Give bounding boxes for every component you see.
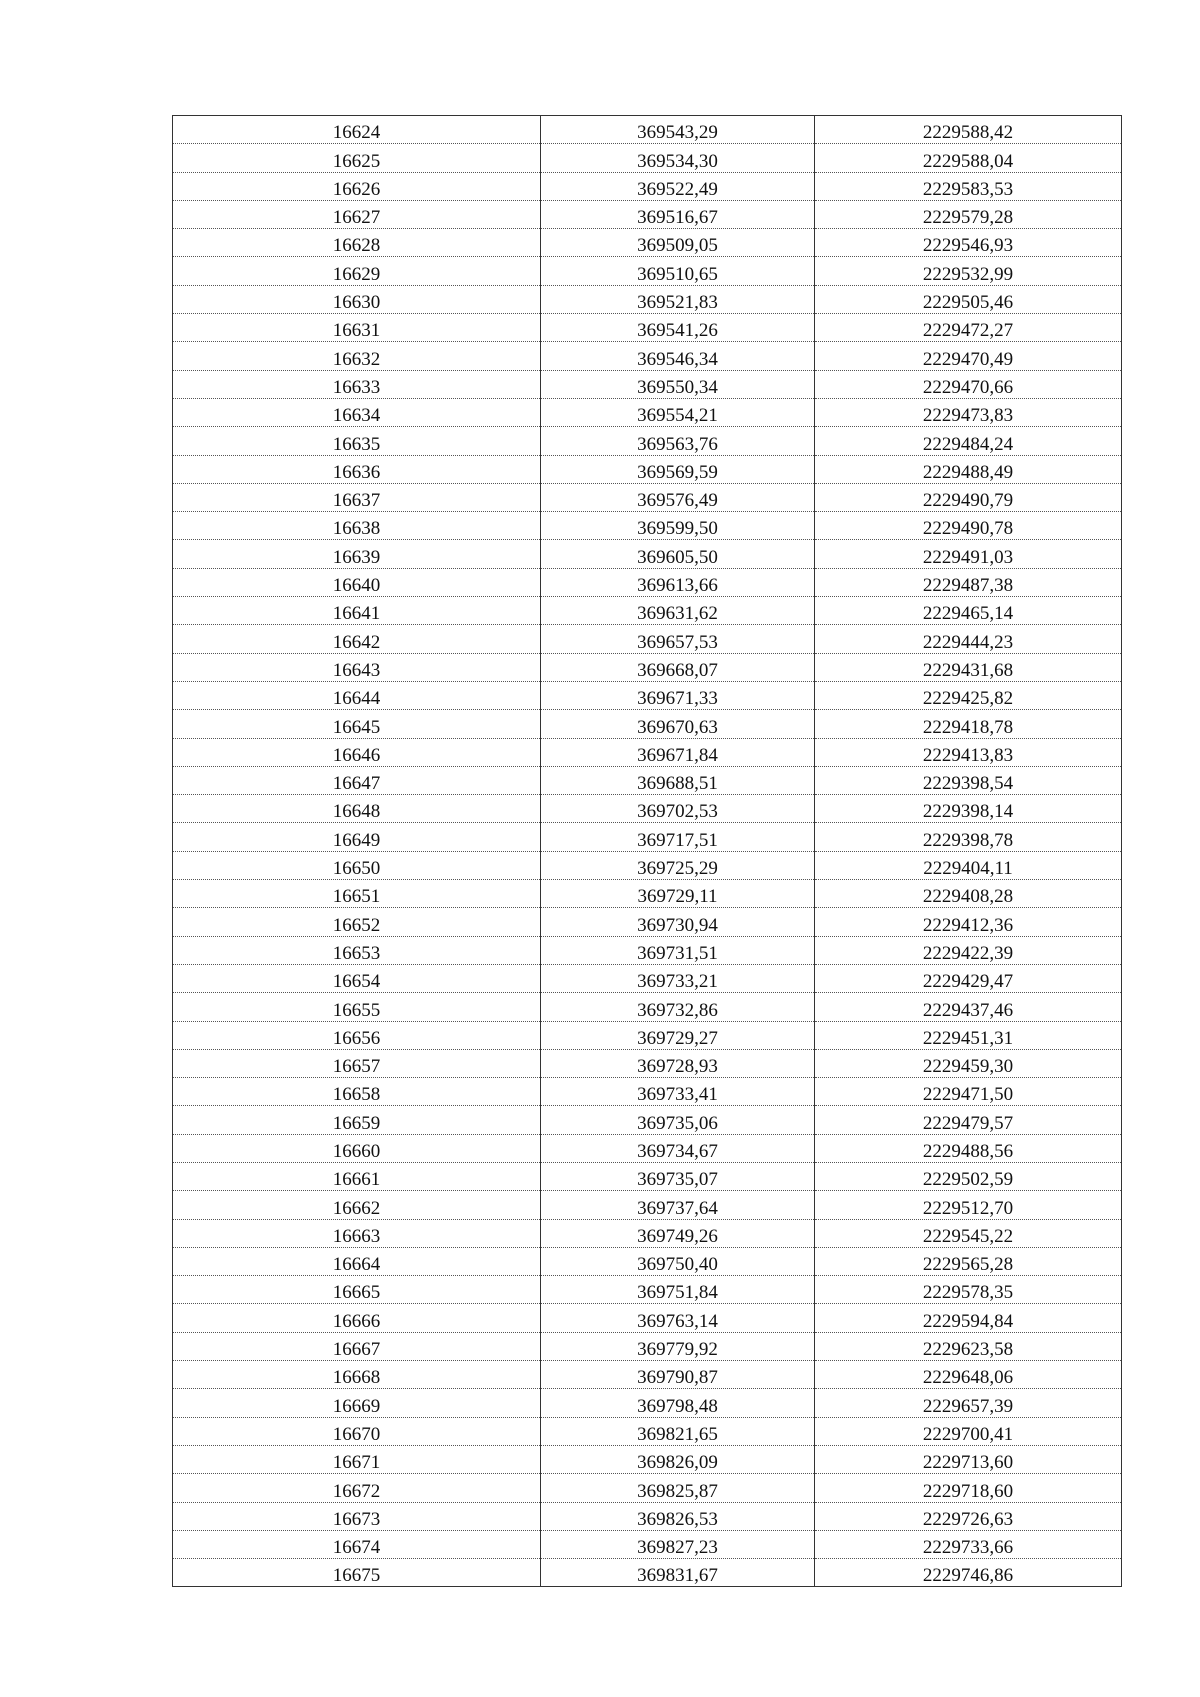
table-row (173, 766, 1122, 794)
x-coordinate-cell: 369750,40 (541, 1247, 815, 1275)
point-number-cell: 16641 (173, 597, 541, 625)
x-coordinate-cell: 369728,93 (541, 1049, 815, 1077)
x-coordinate-cell: 369509,05 (541, 229, 815, 257)
table-row (173, 1445, 1122, 1473)
table-row (173, 285, 1122, 313)
point-number-cell: 16626 (173, 172, 541, 200)
y-coordinate-cell: 2229408,28 (815, 880, 1122, 908)
table-row (173, 851, 1122, 879)
point-number-cell: 16656 (173, 1021, 541, 1049)
x-coordinate-cell: 369798,48 (541, 1389, 815, 1417)
x-coordinate-cell: 369599,50 (541, 512, 815, 540)
y-coordinate-cell: 2229718,60 (815, 1474, 1122, 1502)
x-coordinate-cell: 369543,29 (541, 116, 815, 144)
table-row (173, 681, 1122, 709)
point-number-cell: 16631 (173, 314, 541, 342)
point-number-cell: 16660 (173, 1134, 541, 1162)
y-coordinate-cell: 2229648,06 (815, 1361, 1122, 1389)
point-number-cell: 16644 (173, 681, 541, 709)
y-coordinate-cell: 2229713,60 (815, 1445, 1122, 1473)
y-coordinate-cell: 2229413,83 (815, 738, 1122, 766)
table-row (173, 229, 1122, 257)
table-row (173, 398, 1122, 426)
point-number-cell: 16661 (173, 1162, 541, 1190)
x-coordinate-cell: 369668,07 (541, 653, 815, 681)
point-number-cell: 16667 (173, 1332, 541, 1360)
point-number-cell: 16628 (173, 229, 541, 257)
y-coordinate-cell: 2229546,93 (815, 229, 1122, 257)
y-coordinate-cell: 2229431,68 (815, 653, 1122, 681)
y-coordinate-cell: 2229532,99 (815, 257, 1122, 285)
y-coordinate-cell: 2229579,28 (815, 200, 1122, 228)
point-number-cell: 16651 (173, 880, 541, 908)
point-number-cell: 16671 (173, 1445, 541, 1473)
table-row (173, 370, 1122, 398)
table-row (173, 116, 1122, 144)
point-number-cell: 16655 (173, 993, 541, 1021)
point-number-cell: 16625 (173, 144, 541, 172)
table-row (173, 483, 1122, 511)
point-number-cell: 16672 (173, 1474, 541, 1502)
x-coordinate-cell: 369510,65 (541, 257, 815, 285)
y-coordinate-cell: 2229470,66 (815, 370, 1122, 398)
point-number-cell: 16642 (173, 625, 541, 653)
point-number-cell: 16637 (173, 483, 541, 511)
x-coordinate-cell: 369827,23 (541, 1530, 815, 1558)
y-coordinate-cell: 2229465,14 (815, 597, 1122, 625)
table-row (173, 1134, 1122, 1162)
x-coordinate-cell: 369563,76 (541, 427, 815, 455)
x-coordinate-cell: 369671,84 (541, 738, 815, 766)
point-number-cell: 16674 (173, 1530, 541, 1558)
table-row (173, 427, 1122, 455)
table-row (173, 1530, 1122, 1558)
point-number-cell: 16647 (173, 766, 541, 794)
x-coordinate-cell: 369631,62 (541, 597, 815, 625)
x-coordinate-cell: 369821,65 (541, 1417, 815, 1445)
point-number-cell: 16673 (173, 1502, 541, 1530)
table-row (173, 964, 1122, 992)
x-coordinate-cell: 369541,26 (541, 314, 815, 342)
x-coordinate-cell: 369522,49 (541, 172, 815, 200)
point-number-cell: 16636 (173, 455, 541, 483)
point-number-cell: 16624 (173, 116, 541, 144)
table-row (173, 342, 1122, 370)
x-coordinate-cell: 369730,94 (541, 908, 815, 936)
y-coordinate-cell: 2229472,27 (815, 314, 1122, 342)
y-coordinate-cell: 2229700,41 (815, 1417, 1122, 1445)
point-number-cell: 16670 (173, 1417, 541, 1445)
point-number-cell: 16654 (173, 964, 541, 992)
table-row (173, 257, 1122, 285)
table-row (173, 512, 1122, 540)
point-number-cell: 16633 (173, 370, 541, 398)
x-coordinate-cell: 369737,64 (541, 1191, 815, 1219)
x-coordinate-cell: 369731,51 (541, 936, 815, 964)
table-row (173, 200, 1122, 228)
y-coordinate-cell: 2229594,84 (815, 1304, 1122, 1332)
x-coordinate-cell: 369825,87 (541, 1474, 815, 1502)
x-coordinate-cell: 369735,07 (541, 1162, 815, 1190)
x-coordinate-cell: 369613,66 (541, 568, 815, 596)
coordinates-table-body (173, 116, 1122, 1587)
y-coordinate-cell: 2229398,54 (815, 766, 1122, 794)
point-number-cell: 16652 (173, 908, 541, 936)
y-coordinate-cell: 2229490,78 (815, 512, 1122, 540)
x-coordinate-cell: 369732,86 (541, 993, 815, 1021)
x-coordinate-cell: 369605,50 (541, 540, 815, 568)
table-row (173, 1332, 1122, 1360)
table-row (173, 823, 1122, 851)
y-coordinate-cell: 2229657,39 (815, 1389, 1122, 1417)
table-row (173, 936, 1122, 964)
y-coordinate-cell: 2229412,36 (815, 908, 1122, 936)
x-coordinate-cell: 369763,14 (541, 1304, 815, 1332)
y-coordinate-cell: 2229565,28 (815, 1247, 1122, 1275)
x-coordinate-cell: 369516,67 (541, 200, 815, 228)
x-coordinate-cell: 369534,30 (541, 144, 815, 172)
x-coordinate-cell: 369826,53 (541, 1502, 815, 1530)
x-coordinate-cell: 369688,51 (541, 766, 815, 794)
point-number-cell: 16646 (173, 738, 541, 766)
x-coordinate-cell: 369554,21 (541, 398, 815, 426)
y-coordinate-cell: 2229491,03 (815, 540, 1122, 568)
x-coordinate-cell: 369521,83 (541, 285, 815, 313)
table-row (173, 880, 1122, 908)
x-coordinate-cell: 369657,53 (541, 625, 815, 653)
y-coordinate-cell: 2229470,49 (815, 342, 1122, 370)
table-row (173, 455, 1122, 483)
x-coordinate-cell: 369717,51 (541, 823, 815, 851)
table-row (173, 1162, 1122, 1190)
table-row (173, 1502, 1122, 1530)
y-coordinate-cell: 2229502,59 (815, 1162, 1122, 1190)
point-number-cell: 16657 (173, 1049, 541, 1077)
y-coordinate-cell: 2229459,30 (815, 1049, 1122, 1077)
point-number-cell: 16668 (173, 1361, 541, 1389)
x-coordinate-cell: 369831,67 (541, 1559, 815, 1587)
table-row (173, 144, 1122, 172)
x-coordinate-cell: 369790,87 (541, 1361, 815, 1389)
point-number-cell: 16629 (173, 257, 541, 285)
y-coordinate-cell: 2229487,38 (815, 568, 1122, 596)
table-row (173, 314, 1122, 342)
point-number-cell: 16650 (173, 851, 541, 879)
table-row (173, 795, 1122, 823)
y-coordinate-cell: 2229746,86 (815, 1559, 1122, 1587)
table-row (173, 1417, 1122, 1445)
table-row (173, 710, 1122, 738)
point-number-cell: 16638 (173, 512, 541, 540)
y-coordinate-cell: 2229451,31 (815, 1021, 1122, 1049)
y-coordinate-cell: 2229479,57 (815, 1106, 1122, 1134)
point-number-cell: 16632 (173, 342, 541, 370)
table-row (173, 738, 1122, 766)
point-number-cell: 16634 (173, 398, 541, 426)
y-coordinate-cell: 2229588,04 (815, 144, 1122, 172)
point-number-cell: 16648 (173, 795, 541, 823)
point-number-cell: 16662 (173, 1191, 541, 1219)
x-coordinate-cell: 369734,67 (541, 1134, 815, 1162)
y-coordinate-cell: 2229473,83 (815, 398, 1122, 426)
point-number-cell: 16635 (173, 427, 541, 455)
x-coordinate-cell: 369729,27 (541, 1021, 815, 1049)
point-number-cell: 16645 (173, 710, 541, 738)
point-number-cell: 16639 (173, 540, 541, 568)
point-number-cell: 16643 (173, 653, 541, 681)
x-coordinate-cell: 369733,41 (541, 1078, 815, 1106)
point-number-cell: 16659 (173, 1106, 541, 1134)
y-coordinate-cell: 2229578,35 (815, 1276, 1122, 1304)
point-number-cell: 16658 (173, 1078, 541, 1106)
y-coordinate-cell: 2229429,47 (815, 964, 1122, 992)
y-coordinate-cell: 2229490,79 (815, 483, 1122, 511)
point-number-cell: 16666 (173, 1304, 541, 1332)
x-coordinate-cell: 369576,49 (541, 483, 815, 511)
x-coordinate-cell: 369751,84 (541, 1276, 815, 1304)
y-coordinate-cell: 2229512,70 (815, 1191, 1122, 1219)
coordinates-table (172, 115, 1122, 1587)
y-coordinate-cell: 2229505,46 (815, 285, 1122, 313)
y-coordinate-cell: 2229545,22 (815, 1219, 1122, 1247)
y-coordinate-cell: 2229437,46 (815, 993, 1122, 1021)
table-row (173, 1389, 1122, 1417)
y-coordinate-cell: 2229583,53 (815, 172, 1122, 200)
y-coordinate-cell: 2229488,49 (815, 455, 1122, 483)
y-coordinate-cell: 2229398,78 (815, 823, 1122, 851)
point-number-cell: 16630 (173, 285, 541, 313)
table-row (173, 172, 1122, 200)
y-coordinate-cell: 2229422,39 (815, 936, 1122, 964)
y-coordinate-cell: 2229471,50 (815, 1078, 1122, 1106)
x-coordinate-cell: 369779,92 (541, 1332, 815, 1360)
y-coordinate-cell: 2229484,24 (815, 427, 1122, 455)
table-row (173, 1474, 1122, 1502)
point-number-cell: 16627 (173, 200, 541, 228)
y-coordinate-cell: 2229588,42 (815, 116, 1122, 144)
y-coordinate-cell: 2229404,11 (815, 851, 1122, 879)
table-row (173, 568, 1122, 596)
point-number-cell: 16675 (173, 1559, 541, 1587)
y-coordinate-cell: 2229444,23 (815, 625, 1122, 653)
table-row (173, 653, 1122, 681)
x-coordinate-cell: 369550,34 (541, 370, 815, 398)
point-number-cell: 16664 (173, 1247, 541, 1275)
point-number-cell: 16663 (173, 1219, 541, 1247)
x-coordinate-cell: 369725,29 (541, 851, 815, 879)
table-row (173, 1049, 1122, 1077)
x-coordinate-cell: 369569,59 (541, 455, 815, 483)
table-row (173, 993, 1122, 1021)
y-coordinate-cell: 2229488,56 (815, 1134, 1122, 1162)
point-number-cell: 16669 (173, 1389, 541, 1417)
point-number-cell: 16649 (173, 823, 541, 851)
x-coordinate-cell: 369702,53 (541, 795, 815, 823)
point-number-cell: 16640 (173, 568, 541, 596)
x-coordinate-cell: 369826,09 (541, 1445, 815, 1473)
y-coordinate-cell: 2229425,82 (815, 681, 1122, 709)
point-number-cell: 16665 (173, 1276, 541, 1304)
x-coordinate-cell: 369729,11 (541, 880, 815, 908)
y-coordinate-cell: 2229398,14 (815, 795, 1122, 823)
table-row (173, 1106, 1122, 1134)
y-coordinate-cell: 2229726,63 (815, 1502, 1122, 1530)
x-coordinate-cell: 369670,63 (541, 710, 815, 738)
table-row (173, 1219, 1122, 1247)
table-row (173, 597, 1122, 625)
table-row (173, 1078, 1122, 1106)
y-coordinate-cell: 2229733,66 (815, 1530, 1122, 1558)
table-row (173, 1247, 1122, 1275)
table-row (173, 1559, 1122, 1587)
table-row (173, 625, 1122, 653)
x-coordinate-cell: 369733,21 (541, 964, 815, 992)
x-coordinate-cell: 369671,33 (541, 681, 815, 709)
x-coordinate-cell: 369735,06 (541, 1106, 815, 1134)
point-number-cell: 16653 (173, 936, 541, 964)
y-coordinate-cell: 2229623,58 (815, 1332, 1122, 1360)
x-coordinate-cell: 369749,26 (541, 1219, 815, 1247)
table-row (173, 1191, 1122, 1219)
y-coordinate-cell: 2229418,78 (815, 710, 1122, 738)
table-row (173, 1276, 1122, 1304)
table-row (173, 1021, 1122, 1049)
table-row (173, 540, 1122, 568)
table-row (173, 1361, 1122, 1389)
table-row (173, 1304, 1122, 1332)
x-coordinate-cell: 369546,34 (541, 342, 815, 370)
table-row (173, 908, 1122, 936)
